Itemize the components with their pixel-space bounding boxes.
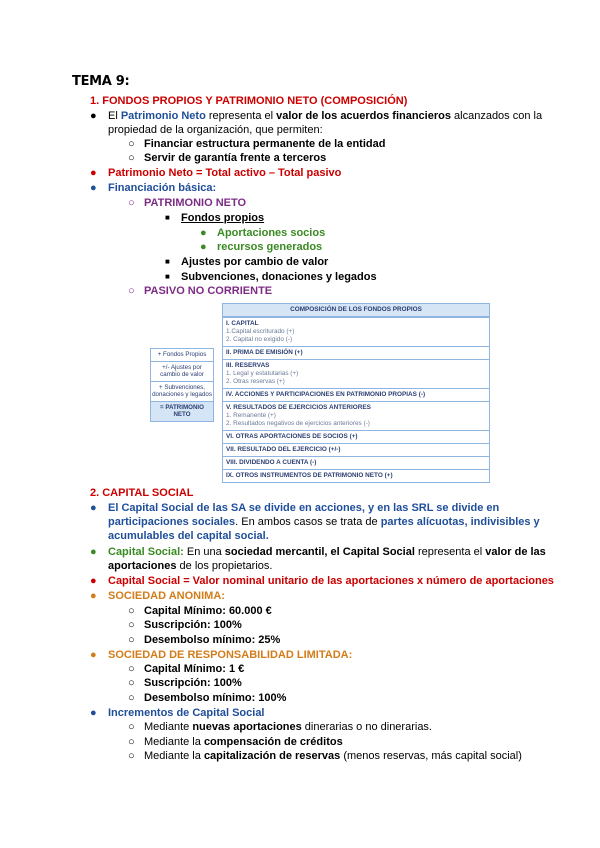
capital-social-mercantil-2: aportaciones de los propietarios. xyxy=(108,560,273,572)
row-title: VII. RESULTADO DEL EJERCICIO (+/-) xyxy=(226,446,341,453)
fondos-propios-table xyxy=(222,303,490,483)
row-sub: 2. Otras reservas (+) xyxy=(226,378,285,385)
row-sub: 2. Capital no exigido (-) xyxy=(226,336,293,343)
circle-bullet: ○ xyxy=(128,619,135,631)
table-row xyxy=(223,456,489,469)
bullet-dot: ● xyxy=(90,110,97,122)
bullet-dot: ● xyxy=(90,167,97,179)
pn-definition: El Patrimonio Neto representa el valor de los acuerdos financieros alcanzados con la xyxy=(108,110,543,122)
circle-bullet: ○ xyxy=(128,634,135,646)
bullet-dot: ● xyxy=(200,241,207,253)
circle-bullet: ○ xyxy=(128,152,135,164)
patrimonio-neto-label: PATRIMONIO NETO xyxy=(144,197,247,209)
row-title: II. PRIMA DE EMISIÓN (+) xyxy=(226,349,303,356)
purpose-1: Financiar estructura permanente de la entidad xyxy=(144,138,386,150)
capital-social-mercantil: Capital Social: En una sociedad mercantil, el Capital Social representa el valor de las xyxy=(108,546,546,558)
bullet-dot: ● xyxy=(90,546,97,558)
row-sub: 1. Legal y estatutarias (+) xyxy=(226,370,299,377)
incrementos-heading: Incrementos de Capital Social xyxy=(108,707,265,719)
circle-bullet: ○ xyxy=(128,692,135,704)
pn-composition-side xyxy=(150,348,214,422)
sa-suscripcion: Suscripción: 100% xyxy=(144,619,242,631)
capital-social-def-2: participaciones sociales. En ambos casos se trata de partes alícuotas, indivisibles y xyxy=(108,516,540,528)
circle-bullet: ○ xyxy=(128,736,135,748)
bullet-dot: ● xyxy=(90,502,97,514)
recursos-generados: recursos generados xyxy=(217,241,323,253)
bullet-dot: ● xyxy=(90,649,97,661)
bullet-dot: ● xyxy=(90,182,97,194)
circle-bullet: ○ xyxy=(128,663,135,675)
square-bullet: ■ xyxy=(165,213,170,222)
subvenciones-label: Subvenciones, donaciones y legados xyxy=(181,271,377,283)
capital-social-def: El Capital Social de las SA se divide en acciones, y en las SRL se divide en xyxy=(108,502,500,514)
purpose-2: Servir de garantía frente a terceros xyxy=(144,152,327,164)
pn-definition-line2: propiedad de la organización, que permiten: xyxy=(108,124,323,136)
circle-bullet: ○ xyxy=(128,721,135,733)
table-row xyxy=(223,443,489,456)
circle-bullet: ○ xyxy=(128,750,135,762)
section-1-heading: 1. FONDOS PROPIOS Y PATRIMONIO NETO (COMPOSICIÓN) xyxy=(90,95,408,107)
table-row xyxy=(223,388,489,401)
section-2-heading: 2. CAPITAL SOCIAL xyxy=(90,487,194,499)
incremento-3: Mediante la capitalización de reservas (menos reservas, más capital social) xyxy=(144,750,522,762)
incremento-2: Mediante la compensación de créditos xyxy=(144,736,343,748)
row-title: IV. ACCIONES Y PARTICIPACIONES EN PATRIMONIO PROPIAS (-) xyxy=(226,391,426,398)
bullet-dot: ● xyxy=(90,707,97,719)
table-row xyxy=(223,346,489,359)
row-sub: 1.Capital escriturado (+) xyxy=(226,328,295,335)
ajustes-label: Ajustes por cambio de valor xyxy=(181,256,329,268)
pn-formula: Patrimonio Neto = Total activo – Total pasivo xyxy=(108,167,342,179)
circle-bullet: ○ xyxy=(128,197,135,209)
circle-bullet: ○ xyxy=(128,285,135,297)
sa-heading: SOCIEDAD ANONIMA: xyxy=(108,590,225,602)
capital-social-formula: Capital Social = Valor nominal unitario de las aportaciones x número de aportaciones xyxy=(108,575,554,587)
sa-desembolso: Desembolso mínimo: 25% xyxy=(144,634,281,646)
row-title: IX. OTROS INSTRUMENTOS DE PATRIMONIO NETO (+) xyxy=(226,472,393,479)
row-title: V. RESULTADOS DE EJERCICIOS ANTERIORES xyxy=(226,404,371,411)
row-sub: 2. Resultados negativos de ejercicios anteriores (-) xyxy=(226,420,370,427)
table-header: COMPOSICIÓN DE LOS FONDOS PROPIOS xyxy=(223,304,489,317)
bullet-dot: ● xyxy=(90,590,97,602)
srl-desembolso: Desembolso mínimo: 100% xyxy=(144,692,287,704)
circle-bullet: ○ xyxy=(128,138,135,150)
square-bullet: ■ xyxy=(165,272,170,281)
row-title: VIII. DIVIDENDO A CUENTA (-) xyxy=(226,459,317,466)
circle-bullet: ○ xyxy=(128,605,135,617)
bullet-dot: ● xyxy=(200,227,207,239)
page-title: TEMA 9: xyxy=(72,74,130,89)
table-row xyxy=(223,401,489,430)
table-row xyxy=(223,430,489,443)
sa-capital-minimo: Capital Mínimo: 60.000 € xyxy=(144,605,272,617)
circle-bullet: ○ xyxy=(128,677,135,689)
row-title: I. CAPITAL xyxy=(226,320,259,327)
row-sub: 1. Remanente (+) xyxy=(226,412,276,419)
capital-social-def-3: acumulables del capital social. xyxy=(108,530,269,542)
financiacion-basica: Financiación básica: xyxy=(108,182,217,194)
square-bullet: ■ xyxy=(165,257,170,266)
srl-capital-minimo: Capital Mínimo: 1 € xyxy=(144,663,245,675)
row-title: VI. OTRAS APORTACIONES DE SOCIOS (+) xyxy=(226,433,358,440)
incremento-1: Mediante nuevas aportaciones dinerarias o no dinerarias. xyxy=(144,721,432,733)
aportaciones-socios: Aportaciones socios xyxy=(217,227,326,239)
bullet-dot: ● xyxy=(90,575,97,587)
table-row xyxy=(223,469,489,482)
side-item: + Fondos Propios xyxy=(157,351,207,358)
side-item-total: = PATRIMONIO NETO xyxy=(151,401,213,421)
srl-heading: SOCIEDAD DE RESPONSABILIDAD LIMITADA: xyxy=(108,649,353,661)
side-item: +/- Ajustes por cambio de valor xyxy=(151,361,213,381)
side-item: + Subvenciones, donaciones y legados xyxy=(151,381,213,401)
row-title: III. RESERVAS xyxy=(226,362,270,369)
srl-suscripcion: Suscripción: 100% xyxy=(144,677,242,689)
table-row xyxy=(223,317,489,346)
table-row xyxy=(223,359,489,388)
fondos-propios-label: Fondos propios xyxy=(181,212,265,224)
pasivo-no-corriente: PASIVO NO CORRIENTE xyxy=(144,285,273,297)
